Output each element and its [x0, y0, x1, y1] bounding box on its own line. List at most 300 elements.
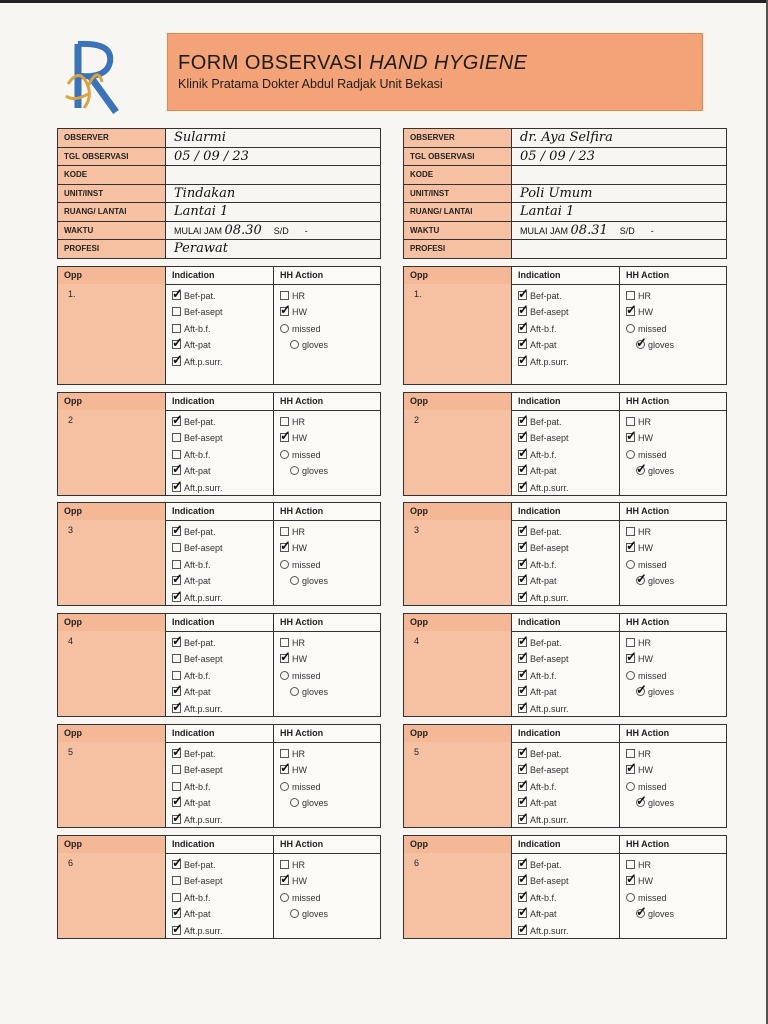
info-value[interactable]: Tindakan: [166, 184, 381, 203]
indication-option[interactable]: ✓ Bef-pat.: [172, 857, 273, 873]
action-radio[interactable]: [636, 340, 645, 349]
indication-checkbox[interactable]: [518, 893, 527, 902]
info-label: UNIT/INST: [58, 184, 166, 203]
end-time: -: [304, 225, 308, 236]
action-option[interactable]: ✓HW: [280, 304, 380, 320]
indication-heading: Indication: [166, 393, 274, 410]
action-checkbox[interactable]: [280, 654, 289, 663]
action-checkbox[interactable]: [626, 433, 635, 442]
action-option[interactable]: gloves: [290, 337, 380, 353]
action-checkbox[interactable]: [626, 749, 635, 758]
action-option[interactable]: gloves: [290, 795, 380, 811]
action-option[interactable]: HR: [626, 524, 726, 540]
indication-list: [166, 410, 274, 495]
action-list: [620, 853, 726, 938]
block-header: [58, 836, 380, 854]
indication-option[interactable]: ✓Aft.p.surr.: [518, 923, 619, 939]
action-option[interactable]: missed: [626, 557, 726, 573]
indication-option[interactable]: ✓ Bef-pat.: [172, 746, 273, 762]
action-option[interactable]: missed: [280, 447, 380, 463]
action-radio[interactable]: [280, 450, 289, 459]
indication-checkbox[interactable]: [518, 340, 527, 349]
indication-checkbox[interactable]: [518, 543, 527, 552]
info-value[interactable]: 05 / 09 / 23: [512, 147, 727, 166]
indication-checkbox[interactable]: [518, 860, 527, 869]
info-label: KODE: [58, 166, 166, 185]
action-option[interactable]: ✓HW: [626, 762, 726, 778]
action-option[interactable]: ✓gloves: [636, 795, 726, 811]
action-checkbox[interactable]: [626, 654, 635, 663]
indication-option[interactable]: ✓Aft-b.f.: [518, 779, 619, 795]
opp-heading: Opp: [404, 503, 512, 520]
form-title: FORM OBSERVASI HAND HYGIENE: [178, 52, 528, 74]
indication-option[interactable]: ✓Aft.p.surr.: [518, 812, 619, 828]
indication-option[interactable]: ✓Bef-asept: [518, 540, 619, 556]
indication-option[interactable]: ✓ Bef-pat.: [518, 524, 619, 540]
indication-option[interactable]: ✓Aft.p.surr.: [172, 590, 273, 606]
action-option[interactable]: ✓gloves: [636, 906, 726, 922]
indication-checkbox[interactable]: [518, 560, 527, 569]
action-option[interactable]: HR: [280, 288, 380, 304]
action-radio[interactable]: [280, 324, 289, 333]
indication-option[interactable]: Aft-b.f.: [172, 668, 273, 684]
indication-checkbox[interactable]: [172, 307, 181, 316]
opp-heading: Opp: [58, 267, 166, 284]
indication-checkbox[interactable]: [172, 433, 181, 442]
info-row: [58, 221, 381, 240]
indication-checkbox[interactable]: [518, 749, 527, 758]
action-option[interactable]: ✓gloves: [636, 463, 726, 479]
opportunity-block: [57, 502, 381, 606]
opportunity-block: [403, 613, 727, 717]
indication-option[interactable]: Aft-b.f.: [172, 321, 273, 337]
indication-heading: Indication: [512, 267, 620, 284]
action-option[interactable]: ✓HW: [280, 873, 380, 889]
indication-checkbox[interactable]: [518, 704, 527, 713]
indication-checkbox[interactable]: [518, 782, 527, 791]
indication-option[interactable]: ✓Aft-pat: [172, 337, 273, 353]
indication-checkbox[interactable]: [172, 291, 181, 300]
indication-checkbox[interactable]: [518, 926, 527, 935]
indication-checkbox[interactable]: [172, 638, 181, 647]
action-checkbox[interactable]: [280, 527, 289, 536]
info-value[interactable]: [512, 166, 727, 185]
indication-option[interactable]: ✓Bef-asept: [518, 651, 619, 667]
indication-checkbox[interactable]: [518, 483, 527, 492]
indication-list: [512, 853, 620, 938]
indication-option[interactable]: ✓Aft-b.f.: [518, 321, 619, 337]
action-radio[interactable]: [626, 671, 635, 680]
indication-checkbox[interactable]: [172, 593, 181, 602]
indication-checkbox[interactable]: [518, 654, 527, 663]
action-radio[interactable]: [626, 450, 635, 459]
indication-checkbox[interactable]: [518, 291, 527, 300]
indication-option[interactable]: ✓Aft-b.f.: [518, 890, 619, 906]
indication-checkbox[interactable]: [172, 687, 181, 696]
action-option[interactable]: HR: [280, 524, 380, 540]
indication-option[interactable]: ✓Bef-asept: [518, 873, 619, 889]
indication-checkbox[interactable]: [518, 638, 527, 647]
action-checkbox[interactable]: [280, 417, 289, 426]
indication-option[interactable]: Bef-asept: [172, 651, 273, 667]
indication-checkbox[interactable]: [518, 357, 527, 366]
indication-option[interactable]: Aft-b.f.: [172, 557, 273, 573]
indication-option[interactable]: ✓Aft-pat: [518, 795, 619, 811]
hh-action-heading: HH Action: [626, 617, 670, 627]
indication-checkbox[interactable]: [172, 860, 181, 869]
action-radio[interactable]: [626, 324, 635, 333]
action-list: [620, 631, 726, 716]
indication-checkbox[interactable]: [172, 576, 181, 585]
action-option[interactable]: missed: [280, 779, 380, 795]
indication-checkbox[interactable]: [172, 417, 181, 426]
indication-option[interactable]: ✓ Bef-pat.: [172, 635, 273, 651]
indication-option[interactable]: ✓Aft.p.surr.: [518, 354, 619, 370]
info-row: [58, 240, 381, 259]
action-option[interactable]: missed: [280, 668, 380, 684]
action-radio[interactable]: [290, 466, 299, 475]
indication-heading: Indication: [512, 503, 620, 520]
indication-checkbox[interactable]: [518, 765, 527, 774]
action-option[interactable]: missed: [626, 668, 726, 684]
action-radio[interactable]: [290, 798, 299, 807]
action-radio[interactable]: [290, 909, 299, 918]
indication-option[interactable]: ✓Aft-pat: [518, 337, 619, 353]
hh-action-heading: HH Action: [626, 728, 670, 738]
action-radio[interactable]: [636, 576, 645, 585]
action-option[interactable]: gloves: [290, 573, 380, 589]
indication-option[interactable]: ✓ Bef-pat.: [518, 635, 619, 651]
action-option[interactable]: HR: [280, 857, 380, 873]
action-list: [620, 284, 726, 384]
indication-checkbox[interactable]: [172, 560, 181, 569]
indication-option[interactable]: Bef-asept: [172, 873, 273, 889]
info-value[interactable]: Lantai 1: [166, 203, 381, 222]
action-radio[interactable]: [280, 893, 289, 902]
indication-option[interactable]: ✓Aft-b.f.: [518, 668, 619, 684]
action-radio[interactable]: [626, 782, 635, 791]
action-option[interactable]: HR: [626, 635, 726, 651]
indication-checkbox[interactable]: [518, 307, 527, 316]
action-option[interactable]: HR: [280, 414, 380, 430]
info-value[interactable]: Lantai 1: [512, 203, 727, 222]
indication-option[interactable]: ✓Bef-asept: [518, 430, 619, 446]
info-value[interactable]: 05 / 09 / 23: [166, 147, 381, 166]
indication-checkbox[interactable]: [518, 576, 527, 585]
info-row: [404, 129, 727, 148]
indication-option[interactable]: ✓Aft.p.surr.: [172, 480, 273, 496]
indication-checkbox[interactable]: [172, 483, 181, 492]
indication-option[interactable]: Bef-asept: [172, 762, 273, 778]
indication-checkbox[interactable]: [518, 909, 527, 918]
indication-option[interactable]: ✓Bef-asept: [518, 762, 619, 778]
indication-checkbox[interactable]: [172, 357, 181, 366]
indication-option[interactable]: ✓Aft-b.f.: [518, 557, 619, 573]
indication-checkbox[interactable]: [518, 687, 527, 696]
action-radio[interactable]: [636, 798, 645, 807]
time-field[interactable]: MULAI JAM 08.31 S/D -: [512, 221, 727, 240]
opp-number: 6: [58, 853, 166, 938]
opp-heading: Opp: [58, 503, 166, 520]
indication-option[interactable]: ✓ Bef-pat.: [518, 746, 619, 762]
indication-option[interactable]: ✓Aft.p.surr.: [518, 480, 619, 496]
action-radio[interactable]: [280, 671, 289, 680]
info-label: WAKTU: [404, 221, 512, 240]
indication-checkbox[interactable]: [172, 340, 181, 349]
indication-option[interactable]: Aft-b.f.: [172, 779, 273, 795]
action-list: [274, 742, 380, 827]
indication-checkbox[interactable]: [172, 671, 181, 680]
indication-option[interactable]: Aft-b.f.: [172, 890, 273, 906]
indication-checkbox[interactable]: [518, 671, 527, 680]
action-option[interactable]: ✓HW: [280, 540, 380, 556]
action-checkbox[interactable]: [280, 543, 289, 552]
indication-option[interactable]: ✓Aft-b.f.: [518, 447, 619, 463]
action-list: [274, 631, 380, 716]
opp-heading: Opp: [404, 836, 512, 853]
indication-checkbox[interactable]: [172, 450, 181, 459]
indication-checkbox[interactable]: [172, 765, 181, 774]
action-option[interactable]: HR: [280, 635, 380, 651]
indication-checkbox[interactable]: [518, 466, 527, 475]
indication-checkbox[interactable]: [172, 749, 181, 758]
indication-option[interactable]: ✓Aft-pat: [172, 795, 273, 811]
info-row: [58, 166, 381, 185]
info-value[interactable]: dr. Aya Selfira: [512, 129, 727, 148]
indication-option[interactable]: ✓ Bef-pat.: [172, 414, 273, 430]
indication-option[interactable]: ✓ Bef-pat.: [172, 524, 273, 540]
opp-number: 5: [58, 742, 166, 827]
action-option[interactable]: missed: [280, 557, 380, 573]
indication-checkbox[interactable]: [518, 433, 527, 442]
action-radio[interactable]: [280, 782, 289, 791]
action-list: [274, 520, 380, 605]
info-label: RUANG/ LANTAI: [404, 203, 512, 222]
action-option[interactable]: HR: [626, 746, 726, 762]
action-option[interactable]: gloves: [290, 463, 380, 479]
indication-option[interactable]: ✓ Bef-pat.: [518, 857, 619, 873]
indication-checkbox[interactable]: [172, 815, 181, 824]
indication-checkbox[interactable]: [172, 654, 181, 663]
action-option[interactable]: missed: [280, 321, 380, 337]
indication-heading: Indication: [512, 836, 620, 853]
action-radio[interactable]: [290, 576, 299, 585]
indication-checkbox[interactable]: [518, 815, 527, 824]
indication-checkbox[interactable]: [172, 798, 181, 807]
indication-option[interactable]: ✓Aft-pat: [518, 463, 619, 479]
action-list: [620, 520, 726, 605]
indication-option[interactable]: Bef-asept: [172, 430, 273, 446]
indication-checkbox[interactable]: [172, 527, 181, 536]
action-option[interactable]: ✓HW: [626, 304, 726, 320]
action-option[interactable]: missed: [626, 890, 726, 906]
action-checkbox[interactable]: [626, 638, 635, 647]
info-value[interactable]: Sularmi: [166, 129, 381, 148]
opp-number: 4: [404, 631, 512, 716]
hh-action-heading: HH Action: [280, 396, 324, 406]
info-row: [404, 221, 727, 240]
indication-checkbox[interactable]: [172, 876, 181, 885]
clinic-subtitle: Klinik Pratama Dokter Abdul Radjak Unit Bekasi: [178, 77, 443, 91]
opportunity-block: [57, 724, 381, 828]
indication-list: [166, 631, 274, 716]
action-option[interactable]: missed: [626, 321, 726, 337]
block-header: [404, 393, 726, 411]
indication-checkbox[interactable]: [172, 324, 181, 333]
action-option[interactable]: gloves: [290, 906, 380, 922]
action-option[interactable]: ✓HW: [280, 762, 380, 778]
indication-option[interactable]: ✓Aft-pat: [172, 463, 273, 479]
hh-action-heading: HH Action: [626, 396, 670, 406]
action-checkbox[interactable]: [626, 291, 635, 300]
info-value[interactable]: [166, 166, 381, 185]
indication-option[interactable]: ✓Aft-pat: [518, 573, 619, 589]
action-radio[interactable]: [290, 687, 299, 696]
indication-option[interactable]: ✓ Bef-pat.: [172, 288, 273, 304]
opp-number: 4: [58, 631, 166, 716]
action-option[interactable]: HR: [280, 746, 380, 762]
indication-option[interactable]: ✓Aft-pat: [172, 684, 273, 700]
indication-checkbox[interactable]: [518, 450, 527, 459]
indication-option[interactable]: ✓Aft-pat: [518, 906, 619, 922]
hh-action-heading: HH Action: [280, 617, 324, 627]
indication-option[interactable]: ✓Aft.p.surr.: [518, 701, 619, 717]
indication-checkbox[interactable]: [172, 466, 181, 475]
indication-option[interactable]: ✓Aft.p.surr.: [172, 812, 273, 828]
action-option[interactable]: ✓gloves: [636, 684, 726, 700]
action-list: [274, 410, 380, 495]
info-row: [404, 147, 727, 166]
action-option[interactable]: ✓HW: [280, 651, 380, 667]
action-checkbox[interactable]: [626, 876, 635, 885]
action-checkbox[interactable]: [626, 765, 635, 774]
block-header: [404, 503, 726, 521]
indication-heading: Indication: [166, 725, 274, 742]
info-value[interactable]: [512, 240, 727, 259]
action-option[interactable]: ✓HW: [626, 873, 726, 889]
observer-info-table: [57, 128, 381, 259]
action-option[interactable]: ✓gloves: [636, 573, 726, 589]
indication-option[interactable]: ✓Aft-pat: [172, 573, 273, 589]
action-checkbox[interactable]: [280, 433, 289, 442]
indication-checkbox[interactable]: [172, 926, 181, 935]
block-header: [58, 393, 380, 411]
indication-option[interactable]: ✓Aft-pat: [518, 684, 619, 700]
indication-option[interactable]: ✓ Bef-pat.: [518, 288, 619, 304]
indication-checkbox[interactable]: [518, 876, 527, 885]
indication-option[interactable]: ✓Aft.p.surr.: [518, 590, 619, 606]
indication-checkbox[interactable]: [172, 543, 181, 552]
action-option[interactable]: ✓gloves: [636, 337, 726, 353]
opp-number: 6: [404, 853, 512, 938]
action-option[interactable]: gloves: [290, 684, 380, 700]
indication-option[interactable]: Bef-asept: [172, 304, 273, 320]
opp-heading: Opp: [58, 725, 166, 742]
indication-checkbox[interactable]: [518, 798, 527, 807]
action-checkbox[interactable]: [280, 860, 289, 869]
action-option[interactable]: HR: [626, 414, 726, 430]
action-checkbox[interactable]: [626, 527, 635, 536]
indication-option[interactable]: ✓Aft-pat: [172, 906, 273, 922]
action-radio[interactable]: [626, 893, 635, 902]
action-option[interactable]: missed: [280, 890, 380, 906]
action-radio[interactable]: [280, 560, 289, 569]
action-option[interactable]: missed: [626, 779, 726, 795]
indication-option[interactable]: Aft-b.f.: [172, 447, 273, 463]
indication-list: [512, 520, 620, 605]
action-checkbox[interactable]: [280, 876, 289, 885]
indication-checkbox[interactable]: [518, 527, 527, 536]
action-list: [620, 742, 726, 827]
indication-checkbox[interactable]: [518, 593, 527, 602]
action-radio[interactable]: [636, 687, 645, 696]
action-option[interactable]: ✓HW: [626, 651, 726, 667]
info-row: [58, 147, 381, 166]
action-option[interactable]: ✓HW: [280, 430, 380, 446]
opportunity-block: [403, 835, 727, 939]
action-checkbox[interactable]: [626, 860, 635, 869]
action-checkbox[interactable]: [280, 307, 289, 316]
action-checkbox[interactable]: [626, 417, 635, 426]
action-radio[interactable]: [626, 560, 635, 569]
info-row: [58, 203, 381, 222]
action-checkbox[interactable]: [280, 291, 289, 300]
indication-checkbox[interactable]: [518, 417, 527, 426]
info-label: TGL OBSERVASI: [404, 147, 512, 166]
indication-checkbox[interactable]: [172, 704, 181, 713]
action-option[interactable]: ✓HW: [626, 430, 726, 446]
action-option[interactable]: ✓HW: [626, 540, 726, 556]
hh-action-heading: HH Action: [280, 839, 324, 849]
indication-checkbox[interactable]: [172, 909, 181, 918]
opp-heading: Opp: [404, 393, 512, 410]
indication-option[interactable]: Bef-asept: [172, 540, 273, 556]
indication-option[interactable]: ✓Aft.p.surr.: [172, 923, 273, 939]
time-field[interactable]: MULAI JAM 08.30 S/D -: [166, 221, 381, 240]
info-value[interactable]: Poli Umum: [512, 184, 727, 203]
action-option[interactable]: HR: [626, 857, 726, 873]
opp-number: 3: [58, 520, 166, 605]
hh-action-heading: HH Action: [280, 506, 324, 516]
action-checkbox[interactable]: [626, 307, 635, 316]
action-option[interactable]: HR: [626, 288, 726, 304]
action-checkbox[interactable]: [280, 638, 289, 647]
info-value[interactable]: Perawat: [166, 240, 381, 259]
action-radio[interactable]: [636, 909, 645, 918]
opportunity-block: [57, 266, 381, 385]
indication-list: [166, 284, 274, 384]
indication-list: [512, 284, 620, 384]
opp-heading: Opp: [58, 393, 166, 410]
action-radio[interactable]: [636, 466, 645, 475]
indication-option[interactable]: ✓Aft.p.surr.: [172, 354, 273, 370]
indication-option[interactable]: ✓Aft.p.surr.: [172, 701, 273, 717]
action-checkbox[interactable]: [626, 543, 635, 552]
indication-checkbox[interactable]: [172, 782, 181, 791]
action-radio[interactable]: [290, 340, 299, 349]
action-checkbox[interactable]: [280, 765, 289, 774]
action-option[interactable]: missed: [626, 447, 726, 463]
opp-number: 1.: [404, 284, 512, 384]
indication-checkbox[interactable]: [518, 324, 527, 333]
indication-list: [166, 853, 274, 938]
info-label: OBSERVER: [58, 129, 166, 148]
indication-option[interactable]: ✓Bef-asept: [518, 304, 619, 320]
action-checkbox[interactable]: [280, 749, 289, 758]
indication-option[interactable]: ✓ Bef-pat.: [518, 414, 619, 430]
indication-checkbox[interactable]: [172, 893, 181, 902]
start-time: 08.31: [570, 222, 608, 238]
